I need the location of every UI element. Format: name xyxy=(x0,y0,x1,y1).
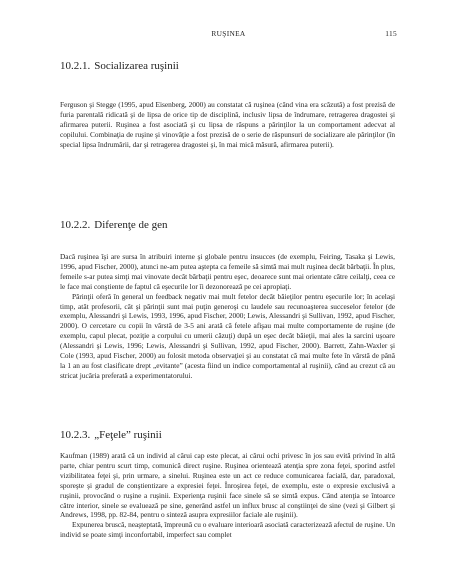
section-number: 10.2.1. xyxy=(60,60,91,72)
section-body-fetele-rusinii xyxy=(60,451,395,540)
page-number: 115 xyxy=(385,29,397,38)
running-head xyxy=(60,29,397,41)
paragraph: Ferguson şi Stegge (1995, apud Eisenberg, 2000) au constatat că ruşinea (când vina era scăzută) a fost prezisă de furia parentală ridicată şi de lipsa de orice tip de disciplină, inclusiv lipsa de îndrumare, retragerea dragostei şi afirmarea puterii. Ruşinea a fost asociată şi cu lipsa de răspuns a părinţilor la un comportament adecvat al copilului. Combinaţia de ruşine şi vinovăţie a fost prezisă de o serie de răspunsuri de socializare ale părinţilor (în special lipsa îndrumării, dar şi retragerea dragostei şi, în mai mică măsură, afirmarea puterii). xyxy=(60,100,395,149)
section-body-diferente-gen xyxy=(60,252,395,381)
section-title: Socializarea ruşinii xyxy=(94,60,179,72)
paragraph: Dacă ruşinea îşi are sursa în atribuiri interne şi globale pentru insucces (de exemplu, Feiring, Tasaka şi Lewis, 1996, apud Fischer, 2000), atunci ne-am putea aştepta ca femeile să simtă mai mult ruşinea decât bărbaţii. În plus, femeile s-ar putea simţi mai vinovate decât bărbaţii pentru eşec, deoarece sunt mai orientate către ceilalţi, ceea ce le face mai conştiente de faptul că eşecurile lor îi dezonorează pe cei apropiaţi. xyxy=(60,252,395,291)
section-heading-fetele-rusinii xyxy=(60,429,390,441)
section-title: „Feţele” ruşinii xyxy=(94,429,162,441)
paragraph: Kaufman (1989) arată că un individ al cărui cap este plecat, ai cărui ochi privesc în jos sau evită privind în altă parte, chiar pentru scurt timp, comunică direct ruşine. Ruşinea orientează atenţia spre zona feţei, sporind astfel vizibilitatea feţei şi, prin urmare, a sinelui. Ruşinea este un act ce reduce comunicarea facială, dar, paradoxal, sporeşte şi gradul de conştientizare a expresiei feţei. Înroşirea feţei, de exemplu, este o expresie exclusivă a ruşinii, provocând o ruşine a ruşinii. Experienţa ruşinii face sinele să se simtă expus. Când atenţia se întoarce către interior, sinele se evaluează pe sine, generând astfel un influx brusc al conştiinţei de sine (vezi şi Gilbert şi Andrews, 1998, pp. 82-84, pentru o sinteză asupra expresiilor faciale ale ruşinii). xyxy=(60,451,395,520)
paragraph: Expunerea bruscă, neaşteptată, împreună cu o evaluare interioară asociată caracterizează afectul de ruşine. Un individ se poate simţi inconfortabil, imperfect sau complet xyxy=(60,520,395,540)
section-title: Diferenţe de gen xyxy=(94,219,168,231)
section-number: 10.2.2. xyxy=(60,219,91,231)
section-body-socializare xyxy=(60,100,395,150)
running-head-title: RUŞINEA xyxy=(211,29,246,38)
section-number: 10.2.3. xyxy=(60,429,91,441)
section-heading-socializare xyxy=(60,60,390,72)
paragraph: Părinţii oferă în general un feedback negativ mai mult fetelor decât băieţilor pentru eşecurile lor; în acelaşi timp, atât profesorii, cât şi părinţii sunt mai puţin generoşi cu laudele sau recunoaşterea succeselor fetelor (de exemplu, Alessandri şi Lewis, 1993, 1996, apud Fischer, 2000; Lewis, Alessandri şi Sullivan, 1992, apud Fischer, 2000). O cercetare cu copii în vârstă de 3-5 ani arată că fetele afişau mai multe comportamente de ruşine (de exemplu, capul plecat, poziţie a corpului cu umerii căzuţi) după un eşec decât băieţii, mai ales la sarcini uşoare (Alessandri şi Lewis, 1996; Lewis, Alessandri şi Sullivan, 1992, apud Fischer, 2000). Barrett, Zahn-Waxler şi Cole (1993, apud Fischer, 2000) au folosit metoda observaţiei şi au constatat că mai multe fete în vârstă de până la 1 an au fost clasificate drept „evitante” (acesta fiind un indice comportamental al ruşinii), când au crezut că au stricat jucăria preferată a experimentatorului. xyxy=(60,291,395,380)
section-heading-diferente-gen xyxy=(60,219,390,231)
